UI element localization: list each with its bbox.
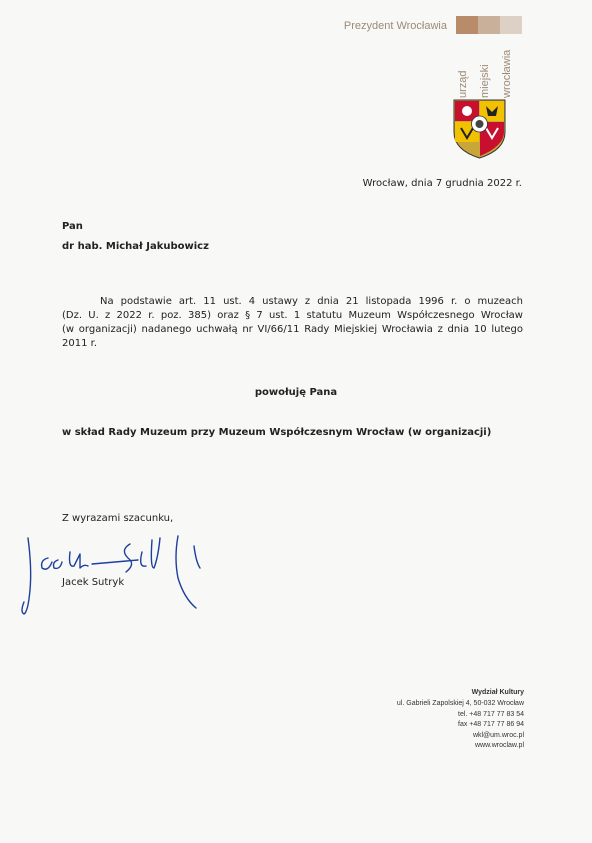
signer-name: Jacek Sutryk [62, 577, 125, 588]
closing-text: Z wyrazami szacunku, [62, 513, 174, 524]
salutation: Pan [62, 221, 83, 232]
vertical-text-3: wrocławia [501, 49, 513, 98]
recipient-name: dr hab. Michał Jakubowicz [62, 241, 209, 252]
paragraph-line: (Dz. U. z 2022 r. poz. 385) oraz § 7 ust. 1 statutu Muzeum Współczesnego Wrocław [62, 310, 523, 321]
legal-basis-paragraph [62, 295, 523, 351]
handwritten-signature [18, 528, 218, 618]
council-statement: w skład Rady Muzeum przy Muzeum Współczesnym Wrocław (w organizacji) [62, 427, 492, 438]
letter-date: Wrocław, dnia 7 grudnia 2022 r. [362, 178, 522, 189]
footer-tel: tel. +48 717 77 83 54 [458, 711, 524, 718]
appointment-statement: powołuję Pana [254, 387, 338, 398]
city-coat-of-arms-icon [452, 98, 507, 160]
office-title: Prezydent Wrocławia [343, 20, 447, 32]
footer-fax: fax +48 717 77 86 94 [458, 721, 524, 728]
vertical-text-1: urząd [457, 70, 469, 98]
footer-website: www.wroclaw.pl [474, 742, 524, 749]
footer-department: Wydział Kultury [471, 689, 524, 696]
footer-address: ul. Gabrieli Zapolskiej 4, 50-032 Wrocław [396, 700, 524, 707]
paragraph-line: Na podstawie art. 11 ust. 4 ustawy z dnia 21 listopada 1996 r. o muzeach [100, 296, 523, 307]
paragraph-line: 2011 r. [62, 338, 97, 349]
paragraph-line: (w organizacji) nadanego uchwałą nr VI/66/11 Rady Miejskiej Wrocławia z dnia 10 lutego [62, 324, 523, 335]
vertical-text-2: miejski [479, 64, 491, 98]
footer-email: wkl@um.wroc.pl [472, 732, 524, 739]
brand-squares [456, 16, 522, 34]
